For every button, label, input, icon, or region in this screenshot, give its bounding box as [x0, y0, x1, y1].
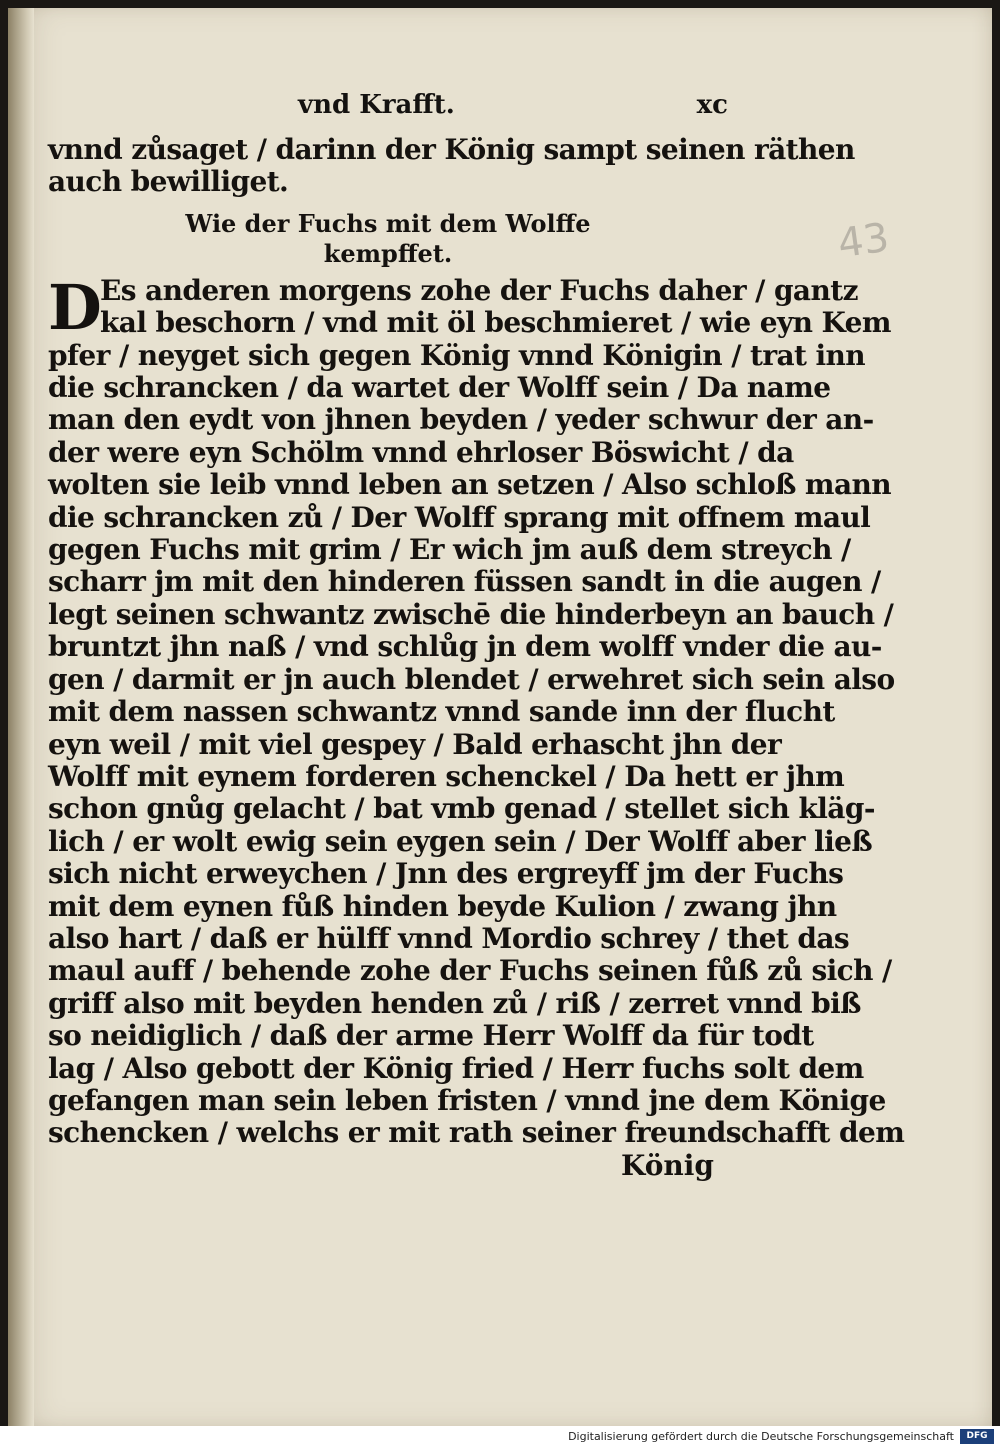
footer-bar	[0, 1426, 1000, 1448]
text-line: kal beschorn / vnd mit öl beschmieret / wie eyn Kem	[100, 306, 891, 340]
book-page	[8, 8, 992, 1426]
text-line: also hart / daß er hülff vnnd Mordio schrey / thet das	[48, 921, 850, 955]
text-line: scharr jm mit den hinderen füssen sandt in die augen /	[48, 565, 881, 599]
drop-capital: D	[48, 270, 102, 344]
first-line-text: Es anderen morgens zohe der Fuchs daher / gantz	[100, 273, 858, 307]
dfg-logo: DFG	[960, 1429, 994, 1444]
heading-line: kempffet.	[323, 238, 453, 268]
running-head: vnd Krafft.	[298, 90, 455, 120]
continuation-line: vnnd zůsaget / darinn der König sampt seinen räthen	[48, 133, 855, 166]
text-line: griff also mit beyden henden zů / riß / zerret vnnd biß	[48, 986, 861, 1020]
heading-line: Wie der Fuchs mit dem Wolffe	[185, 208, 591, 238]
text-line: Wolff mit eynem forderen schenckel / Da hett er jhm	[48, 759, 845, 793]
funding-credit: Digitalisierung gefördert durch die Deutsche Forschungsgemeinschaft	[568, 1430, 954, 1443]
text-line: man den eydt von jhnen beyden / yeder schwur der an-	[48, 403, 874, 437]
pencil-page-number: 43	[835, 214, 892, 268]
body-paragraph	[48, 306, 905, 1150]
text-line: eyn weil / mit viel gespey / Bald erhascht jhn der	[48, 727, 782, 761]
folio-number: xc	[696, 90, 728, 120]
text-line: maul auff / behende zohe der Fuchs seinen fůß zů sich /	[48, 954, 892, 988]
text-line: wolten sie leib vnnd leben an setzen / Also schloß mann	[48, 468, 891, 502]
text-line: schencken / welchs er mit rath seiner freundschafft dem	[48, 1116, 905, 1150]
text-line: so neidiglich / daß der arme Herr Wolff da für todt	[48, 1019, 814, 1053]
continuation-line: auch bewilliget.	[48, 165, 289, 199]
text-line: die schrancken zů / Der Wolff sprang mit offnem maul	[48, 500, 871, 534]
text-line: pfer / neyget sich gegen König vnnd Königin / trat inn	[48, 338, 866, 372]
text-line: bruntzt jhn naß / vnd schlůg jn dem wolff vnder die au-	[48, 630, 882, 664]
text-line: mit dem nassen schwantz vnnd sande inn der flucht	[48, 695, 835, 729]
text-line: gen / darmit er jn auch blendet / erwehret sich sein also	[48, 662, 895, 696]
catchword: König	[621, 1148, 714, 1182]
text-line: gefangen man sein leben fristen / vnnd jne dem Könige	[48, 1083, 886, 1117]
page-header	[48, 90, 728, 126]
text-line: gegen Fuchs mit grim / Er wich jm auß dem streych /	[48, 533, 851, 567]
text-line: mit dem eynen fůß hinden beyde Kulion / zwang jhn	[48, 889, 837, 923]
text-line: die schrancken / da wartet der Wolff sein / Da name	[48, 371, 831, 405]
text-line: lich / er wolt ewig sein eygen sein / Der Wolff aber ließ	[48, 824, 872, 858]
text-line: schon gnůg gelacht / bat vmb genad / stellet sich kläg-	[48, 792, 875, 826]
text-line: sich nicht erweychen / Jnn des ergreyff jm der Fuchs	[48, 857, 844, 891]
chapter-heading	[48, 209, 728, 269]
text-line: legt seinen schwantz zwischē die hinderbeyn an bauch /	[48, 597, 894, 631]
text-line: der were eyn Schölm vnnd ehrloser Böswicht / da	[48, 435, 794, 469]
binding-shadow	[8, 8, 34, 1426]
text-line: lag / Also gebott der König fried / Herr fuchs solt dem	[48, 1051, 864, 1085]
